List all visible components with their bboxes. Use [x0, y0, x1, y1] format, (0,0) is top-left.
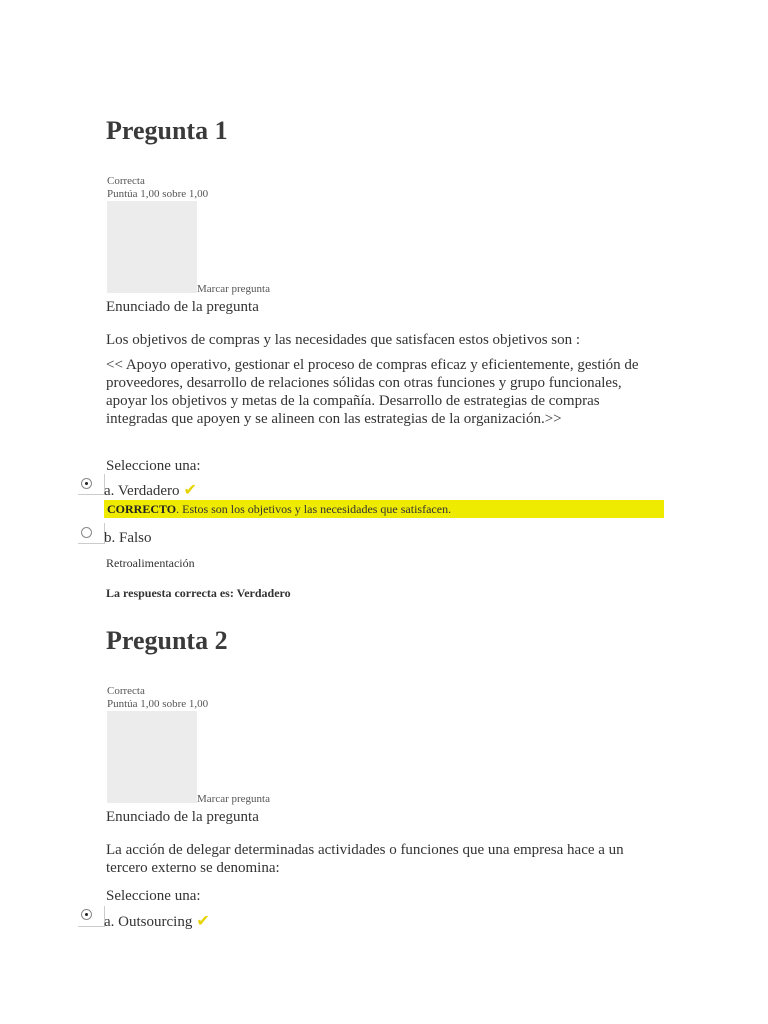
feedback-verdict: CORRECTO	[107, 502, 177, 516]
select-label: Seleccione una:	[106, 888, 201, 904]
feedback-banner	[104, 500, 664, 518]
option-label: a. Outsourcing	[104, 914, 193, 930]
question-status: Correcta	[107, 685, 145, 697]
flag-question-link[interactable]: Marcar pregunta	[197, 283, 270, 295]
radio-option-a[interactable]	[81, 478, 92, 489]
option-label: b. Falso	[104, 530, 152, 546]
question-title: Pregunta 1	[106, 116, 228, 145]
question-title: Pregunta 2	[106, 626, 228, 655]
radio-option-a[interactable]	[81, 909, 92, 920]
flag-icon[interactable]	[107, 711, 197, 803]
question-quote: << Apoyo operativo, gestionar el proceso de compras eficaz y eficientemente, gestión de proveedores, desarrollo de relaciones sólidas con otras funciones y grupo funcionales, apoyar los objetivos y metas de la compañía. Desarrollo de estrategias de compras integradas que apoyen y se alineen con las estrategias de la organización.>>	[106, 357, 639, 427]
statement-heading: Enunciado de la pregunta	[106, 299, 259, 315]
checkmark-icon: ✔	[183, 482, 197, 499]
checkmark-icon: ✔	[196, 913, 210, 930]
flag-icon[interactable]	[107, 201, 197, 293]
option-a[interactable]	[104, 913, 210, 931]
question-score: Puntúa 1,00 sobre 1,00	[107, 188, 209, 200]
select-label: Seleccione una:	[106, 458, 201, 474]
question-prompt: La acción de delegar determinadas actividades o funciones que una empresa hace a un tercero externo se denomina:	[106, 842, 624, 876]
statement-heading: Enunciado de la pregunta	[106, 809, 259, 825]
question-score: Puntúa 1,00 sobre 1,00	[107, 698, 209, 710]
question-prompt: Los objetivos de compras y las necesidades que satisfacen estos objetivos son :	[106, 332, 581, 348]
correct-answer: La respuesta correcta es: Verdadero	[106, 586, 291, 600]
flag-question-link[interactable]: Marcar pregunta	[197, 793, 270, 805]
option-b[interactable]	[104, 529, 152, 547]
feedback-text: . Estos son los objetivos y las necesidades que satisfacen.	[176, 502, 452, 516]
option-label: a. Verdadero	[104, 483, 180, 499]
question-status: Correcta	[107, 175, 145, 187]
option-a[interactable]	[104, 482, 197, 500]
feedback-heading: Retroalimentación	[106, 556, 195, 570]
radio-option-b[interactable]	[81, 527, 92, 538]
